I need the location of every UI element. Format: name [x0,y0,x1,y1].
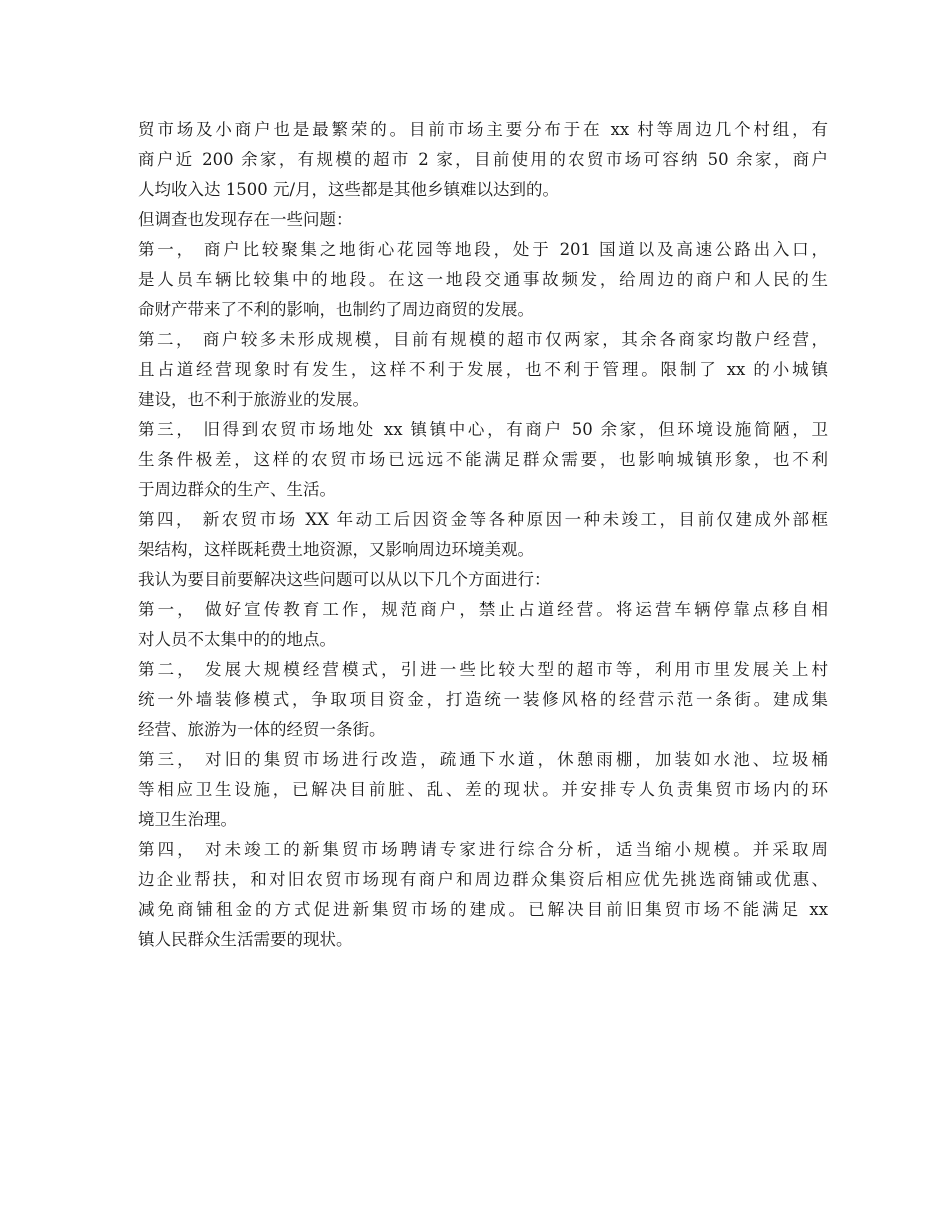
text-line: 第二， 发展大规模经营模式，引进一些比较大型的超市等，利用市里发展关上村 [138,660,828,679]
text-line: 建设，也不利于旅游业的发展。 [138,390,369,409]
text-line: 镇人民群众生活需要的现状。 [138,930,353,949]
text-line: 且占道经营现象时有发生，这样不利于发展，也不利于管理。限制了 xx 的小城镇 [138,360,828,379]
text-line: 境卫生治理。 [138,810,237,829]
text-line: 第四， 新农贸市场 XX 年动工后因资金等各种原因一种未竣工，目前仅建成外部框 [138,510,828,529]
text-line: 第一， 商户比较聚集之地街心花园等地段，处于 201 国道以及高速公路出入口， [138,240,828,259]
text-line: 架结构，这样既耗费土地资源，又影响周边环境美观。 [138,540,534,559]
document-body [138,115,828,955]
text-line: 边企业帮扶，和对旧农贸市场现有商户和周边群众集资后相应优先挑选商铺或优惠、 [138,870,828,889]
text-line: 对人员不太集中的的地点。 [138,630,336,649]
text-line: 经营、旅游为一体的经贸一条街。 [138,720,386,739]
text-line: 但调查也发现存在一些问题： [138,210,353,229]
text-line: 第三， 对旧的集贸市场进行改造，疏通下水道，休憩雨棚，加装如水池、垃圾桶 [138,750,828,769]
text-line: 等相应卫生设施，已解决目前脏、乱、差的现状。并安排专人负责集贸市场内的环 [138,780,828,799]
text-line: 生条件极差，这样的农贸市场已远远不能满足群众需要，也影响城镇形象，也不利 [138,450,828,469]
text-line: 商户近 200 余家，有规模的超市 2 家，目前使用的农贸市场可容纳 50 余家，商户 [138,150,828,169]
text-line: 第四， 对未竣工的新集贸市场聘请专家进行综合分析，适当缩小规模。并采取周 [138,840,828,859]
text-line: 第三， 旧得到农贸市场地处 xx 镇镇中心，有商户 50 余家，但环境设施简陋，卫 [138,420,828,439]
text-line: 于周边群众的生产、生活。 [138,480,336,499]
text-line: 命财产带来了不利的影响，也制约了周边商贸的发展。 [138,300,534,319]
text-line: 第一， 做好宣传教育工作，规范商户，禁止占道经营。将运营车辆停靠点移自相 [138,600,828,619]
text-line: 统一外墙装修模式，争取项目资金，打造统一装修风格的经营示范一条街。建成集 [138,690,828,709]
text-line: 我认为要目前要解决这些问题可以从以下几个方面进行： [138,570,551,589]
text-line: 第二， 商户较多未形成规模，目前有规模的超市仅两家，其余各商家均散户经营， [138,330,828,349]
text-line: 贸市场及小商户也是最繁荣的。目前市场主要分布于在 xx 村等周边几个村组，有 [138,120,828,139]
text-line: 减免商铺租金的方式促进新集贸市场的建成。已解决目前旧集贸市场不能满足 xx [138,900,828,919]
text-line: 人均收入达 1500 元/月，这些都是其他乡镇难以达到的。 [138,180,560,199]
text-line: 是人员车辆比较集中的地段。在这一地段交通事故频发，给周边的商户和人民的生 [138,270,828,289]
